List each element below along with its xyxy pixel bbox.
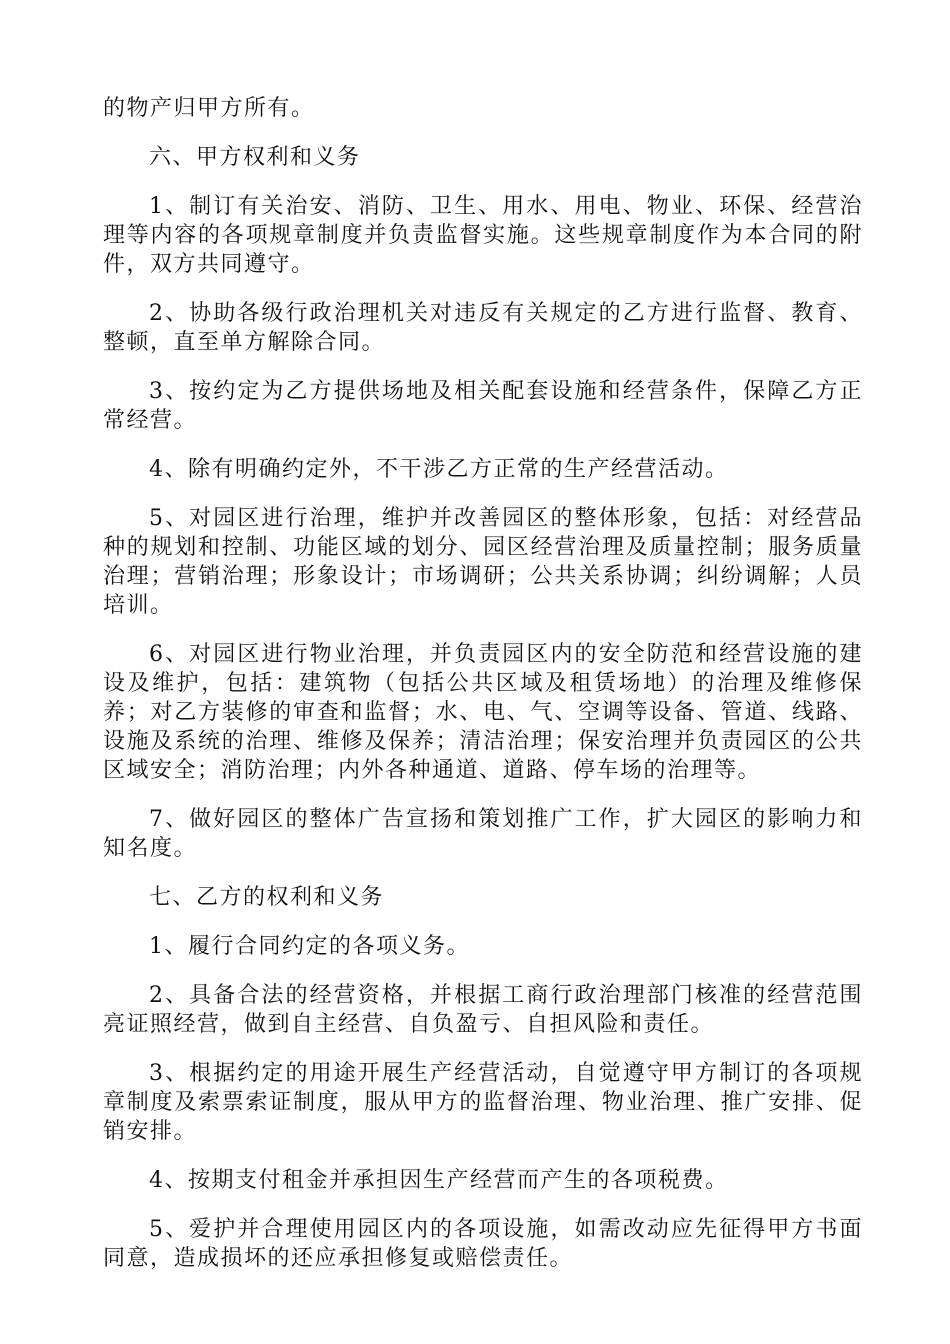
clause-a-1: 1、制订有关治安、消防、卫生、用水、用电、物业、环保、经营治理等内容的各项规章制度并负责监督实施。这些规章制度作为本合同的附件，双方共同遵守。: [103, 194, 863, 277]
clause-b-5: 5、爱护并合理使用园区内的各项设施，如需改动应先征得甲方书面同意，造成损坏的还应承担修复或赔偿责任。: [103, 1217, 863, 1271]
clause-b-1: 1、履行合同约定的各项义务。: [149, 934, 470, 959]
clause-a-3: 3、按约定为乙方提供场地及相关配套设施和经营条件，保障乙方正常经营。: [103, 379, 863, 433]
clause-a-6: 6、对园区进行物业治理，并负责园区内的安全防范和经营设施的建设及维护，包括：建筑物（包括公共区域及租赁场地）的治理及维修保养；对乙方装修的审查和监督；水、电、气、空调等设备、管道、线路、设施及系统的治理、维修及保养；清洁治理；保安治理并负责园区的公共区域安全；消防治理；内外各种通道、道路、停车场的治理等。: [103, 642, 863, 783]
clause-b-2: 2、具备合法的经营资格，并根据工商行政治理部门核准的经营范围亮证照经营，做到自主经营、自负盈亏、自担风险和责任。: [103, 983, 863, 1037]
section-heading-party-a-rights: 六、甲方权利和义务: [149, 145, 361, 170]
clause-b-3: 3、根据约定的用途开展生产经营活动，自觉遵守甲方制订的各项规章制度及索票索证制度，服从甲方的监督治理、物业治理、推广安排、促销安排。: [103, 1061, 863, 1144]
clause-a-2: 2、协助各级行政治理机关对违反有关规定的乙方进行监督、教育、整顿，直至单方解除合同。: [103, 301, 863, 355]
clause-a-4: 4、除有明确约定外，不干涉乙方正常的生产经营活动。: [149, 457, 729, 482]
clause-a-5: 5、对园区进行治理，维护并改善园区的整体形象，包括：对经营品种的规划和控制、功能区域的划分、园区经营治理及质量控制；服务质量治理；营销治理；形象设计；市场调研；公共关系协调；纠纷调解；人员培训。: [103, 506, 863, 618]
clause-a-7: 7、做好园区的整体广告宣扬和策划推广工作，扩大园区的影响力和知名度。: [103, 807, 863, 861]
clause-b-4: 4、按期支付租金并承担因生产经营而产生的各项税费。: [149, 1168, 729, 1193]
paragraph-continuation: 的物产归甲方所有。: [103, 96, 315, 121]
section-heading-party-b-rights: 七、乙方的权利和义务: [149, 885, 385, 910]
document-body: [103, 94, 863, 1293]
